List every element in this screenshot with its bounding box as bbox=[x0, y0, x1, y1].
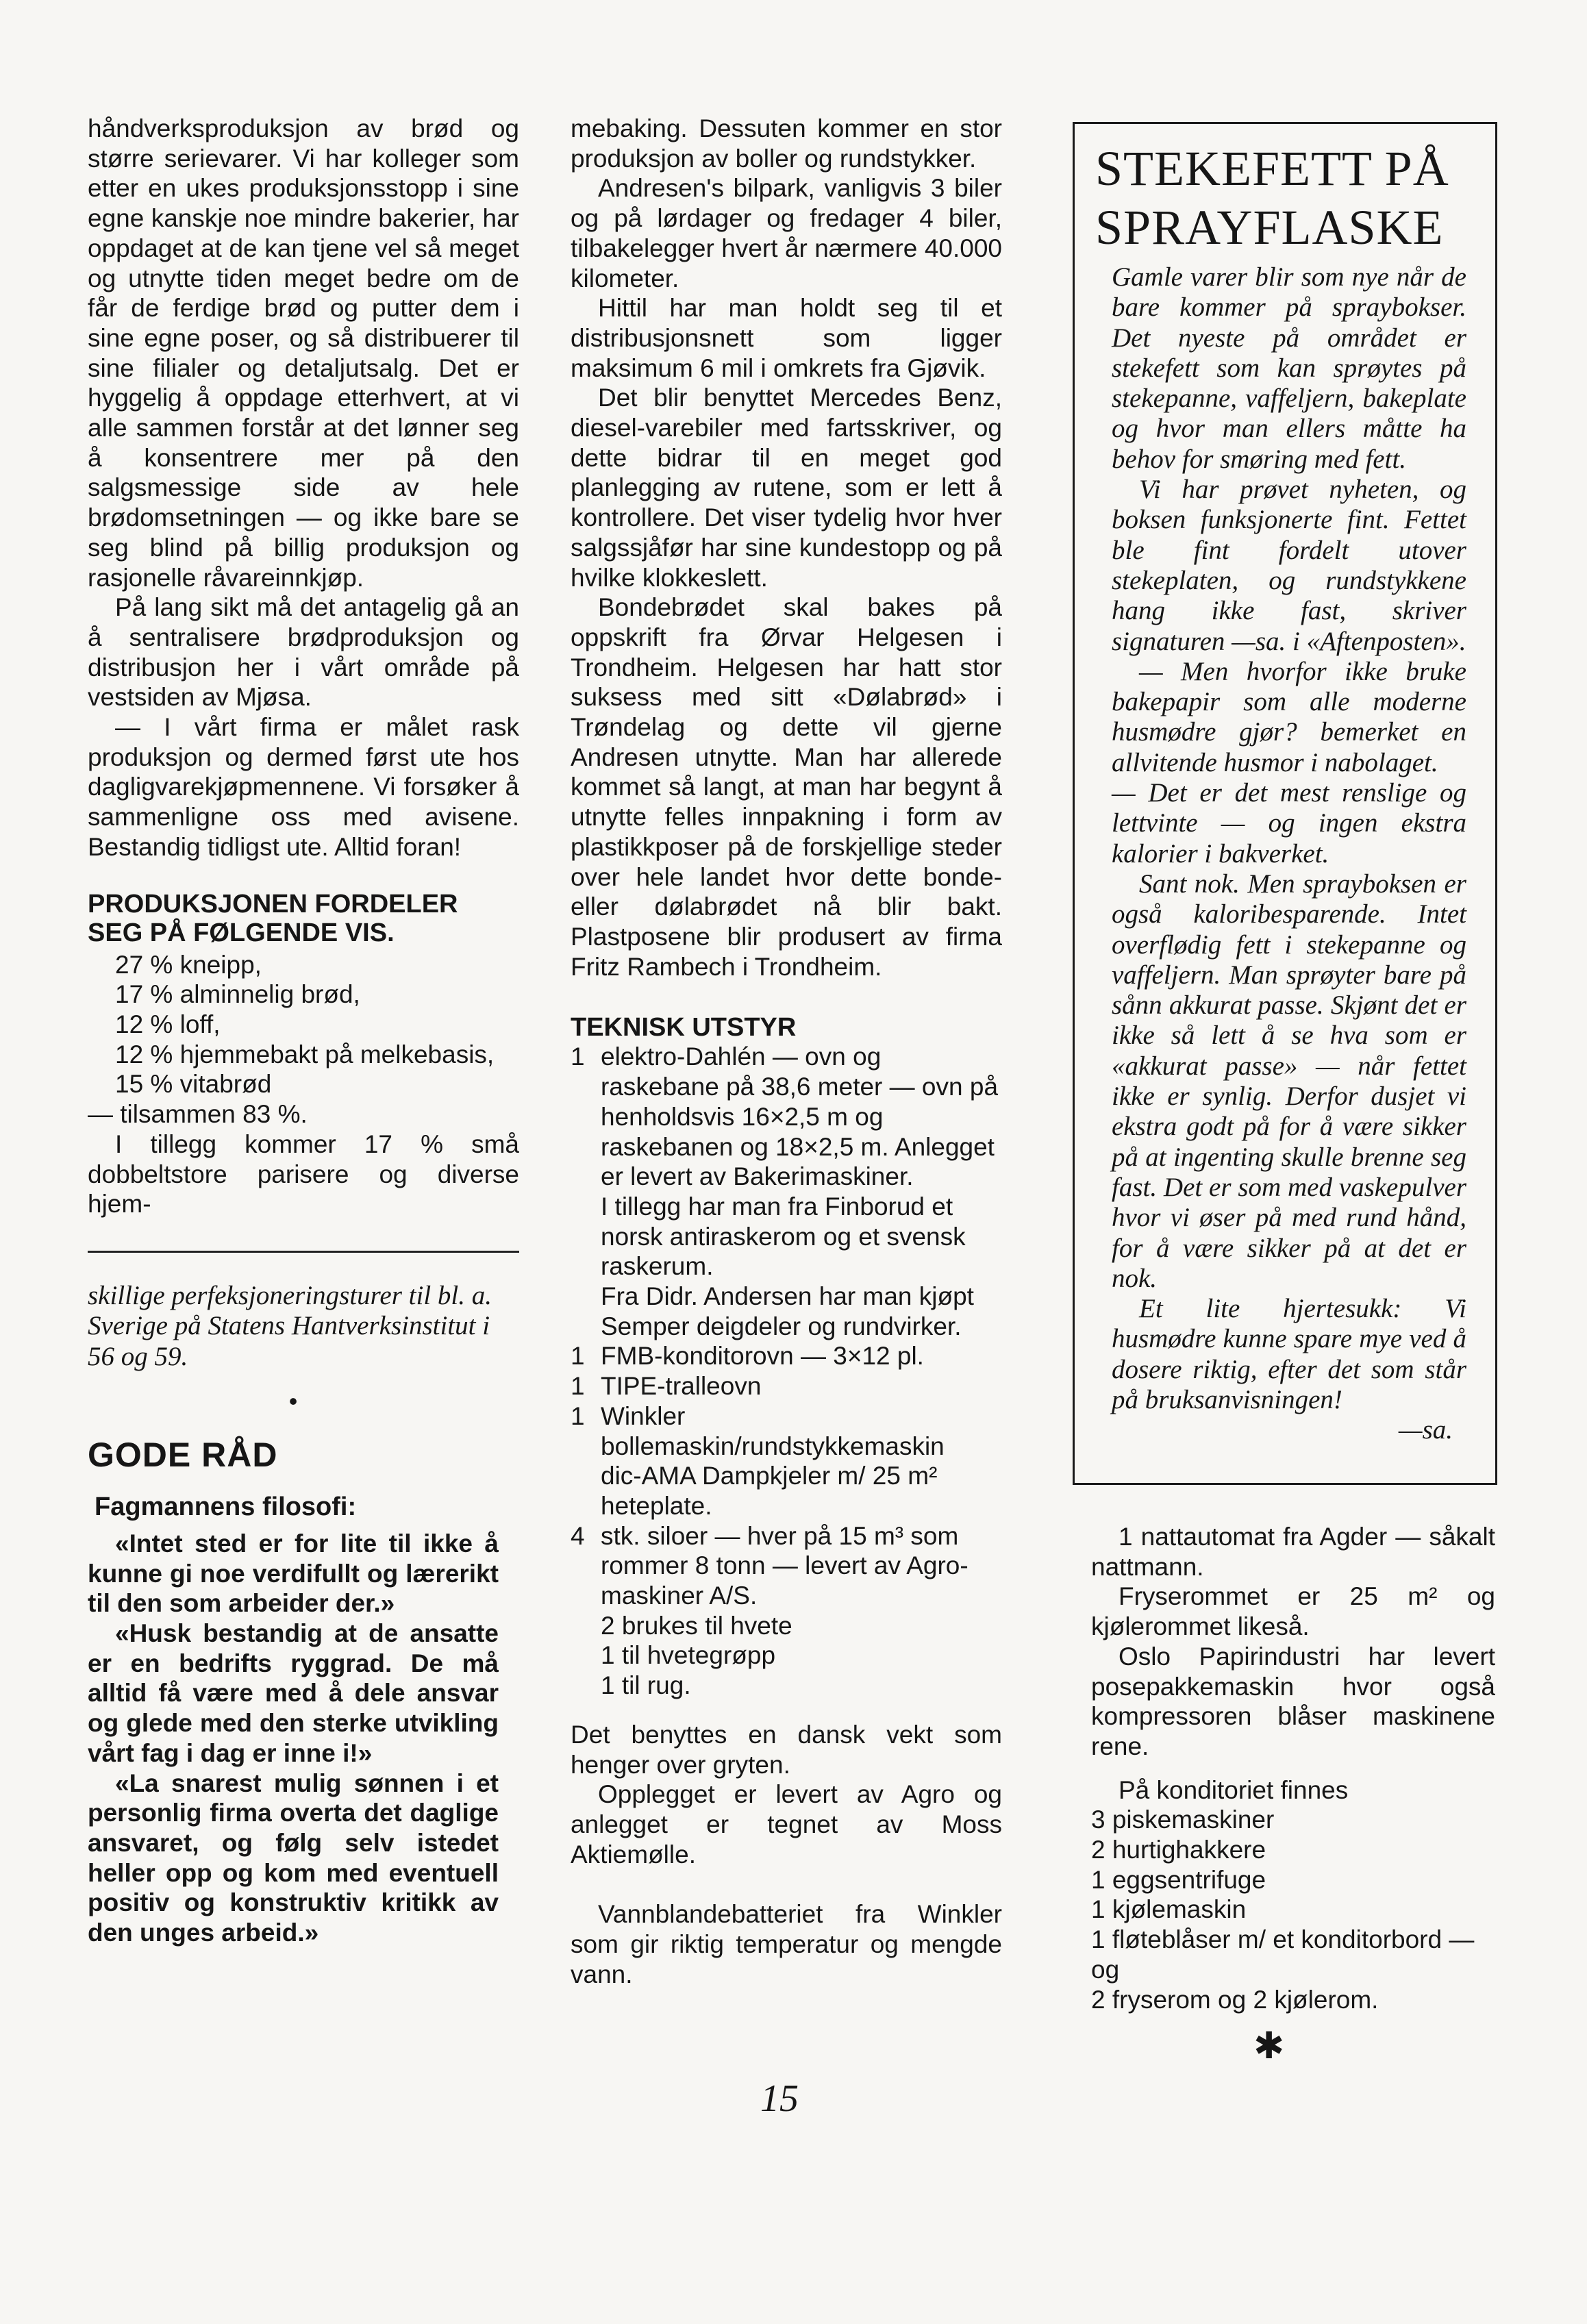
equipment-item bbox=[571, 1521, 1002, 1611]
item-text: FMB-konditorovn — 3×12 pl. bbox=[601, 1342, 924, 1371]
box-title-line: SPRAYFLASKE bbox=[1095, 200, 1444, 255]
list-item: 1 fløteblåser m/ et konditorbord — og bbox=[1091, 1925, 1475, 1984]
col1-paragraph: På lang sikt må det antagelig gå an å sentralisere brødproduksjon og distribusjon her i vårt område på vestsiden av Mjøsa. bbox=[88, 593, 519, 712]
konditori-list bbox=[1091, 1805, 1495, 2014]
item-count bbox=[571, 1461, 601, 1521]
box-body bbox=[1095, 257, 1476, 1446]
equipment-item bbox=[571, 1401, 1002, 1461]
list-item: 17 % alminnelig brød, bbox=[115, 980, 360, 1009]
box-paragraph: Sant nok. Men sprayboksen er også kaloribesparende. Intet overflødig fett i stekepanne og vaffeljern. Man sprøyter bare på sånn akkurat passe. Skjønt det er ikke så lett å se hva som er «akkurat passe» — når fettet ikke er synlig. Derfor dusjet vi ekstra godt på for å være sikker på at ingenting skulle brenne seg fast. Det er som med vaskepulver hvor vi øser på med rund hånd, for å være sikker på at det er nok. bbox=[1112, 869, 1466, 1293]
page-number: 15 bbox=[760, 2077, 799, 2120]
item-count bbox=[571, 1671, 601, 1701]
item-text: elektro-Dahlén — ovn og raskebane på 38,6 meter — ovn på henholdsvis 16×2,5 m og raskebanen og 18×2,5 m. Anlegget er levert av Bakerimaskiner. bbox=[601, 1042, 999, 1191]
list-item: 2 hurtighakkere bbox=[1091, 1836, 1266, 1864]
quotes bbox=[88, 1529, 499, 1948]
quote: «Husk bestandig at de ansatte er en bedrifts ryggrad. De må alltid få være med å dele ansvar og glede med den sterke utvikling vårt fag i dag er inne i!» bbox=[88, 1619, 499, 1767]
col1-paragraph: — I vårt firma er målet rask produksjon og dermed først ute hos dagligvarekjøpmennene. Vi forsøker å sammenligne oss med avisene. Bestandig tidligst ute. Alltid foran! bbox=[88, 713, 519, 861]
list-item: 1 eggsentrifuge bbox=[1091, 1865, 1266, 1894]
item-text: Fra Didr. Andersen har man kjøpt Semper deigdeler og rundvirker. bbox=[601, 1282, 974, 1340]
equipment-list bbox=[571, 1042, 1002, 1700]
item-count: 1 bbox=[571, 1042, 585, 1071]
column-1-lower bbox=[88, 1281, 499, 1948]
production-list bbox=[88, 950, 519, 1100]
bullet: • bbox=[288, 1386, 298, 1415]
column-2 bbox=[571, 114, 1002, 1989]
col2-paragraph: Bondebrødet skal bakes på oppskrift fra Ørvar Helgesen i Trondheim. Helgesen har hatt stor suksess med sitt «Dølabrød» i Trøndelag og dette vil gjerne Andresen utnytte. Man har allerede kommet så langt, at man har begynt å utnytte felles innpakning i form av plastikkposer på de forskjellige steder over hele landet hvor dette bonde- eller dølabrødet nå blir bakt. Plastposene blir produsert av firma Fritz Rambech i Trondheim. bbox=[571, 593, 1002, 981]
equipment-item bbox=[571, 1611, 1002, 1641]
sidebar-article-box bbox=[1073, 122, 1497, 1485]
equipment-item bbox=[571, 1042, 1002, 1192]
column-3 bbox=[1091, 1522, 1495, 2014]
list-item: 1 kjølemaskin bbox=[1091, 1895, 1247, 1924]
gode-rad-title: GODE RÅD bbox=[88, 1435, 278, 1474]
list-item: 2 fryserom og 2 kjølerom. bbox=[1091, 1985, 1379, 2014]
divider-rule bbox=[88, 1251, 519, 1253]
quote: «La snarest mulig sønnen i et personlig firma overta det daglige ansvaret, og følg selv istedet heller opp og kom med eventuell positiv og konstruktiv kritikk av den unges arbeid.» bbox=[88, 1769, 499, 1947]
column-1 bbox=[88, 114, 519, 1219]
box-title-line: STEKEFETT PÅ bbox=[1095, 141, 1449, 196]
end-star-icon: ✱ bbox=[1253, 2025, 1285, 2066]
equipment-item bbox=[571, 1461, 1002, 1521]
col3-paragraph: 1 nattautomat fra Agder — såkalt nattmann. bbox=[1091, 1523, 1495, 1581]
item-count bbox=[571, 1611, 601, 1641]
equipment-heading: TEKNISK UTSTYR bbox=[571, 1013, 797, 1042]
item-count bbox=[571, 1282, 601, 1341]
col2-paragraph: Andresen's bilpark, vanligvis 3 biler og på lørdager og fredager 4 biler, tilbakelegger hvert år nærmere 40.000 kilometer. bbox=[571, 174, 1002, 292]
box-paragraph: — Det er det mest renslige og lettvinte — og ingen ekstra kalorier i bakverket. bbox=[1112, 778, 1466, 869]
col1-paragraph: håndverksproduksjon av brød og større serievarer. Vi har kolleger som etter en ukes produksjonsstopp i sine egne kanskje noe mindre bakerier, har oppdaget at de kan tjene vel så meget og utnytte tiden meget bedre om de får de ferdige brød og putter dem i sine egne poser, og så distribuerer til sine filialer og detaljutsalg. Det er hyggelig å oppdage etterhvert, at vi alle sammen forstår at det lønner seg å konsentrere mer på den salgsmessige side av hele brødomsetningen — og ikke bare se seg blind på billig produksjon og rasjonelle råvareinnkjøp. bbox=[88, 114, 519, 592]
col3-paragraph: På konditoriet finnes bbox=[1119, 1775, 1349, 1804]
item-count: 1 bbox=[571, 1372, 585, 1401]
item-count bbox=[571, 1192, 601, 1282]
item-text: 1 til rug. bbox=[601, 1671, 691, 1700]
item-count bbox=[571, 1640, 601, 1671]
list-item: 3 piskemaskiner bbox=[1091, 1806, 1275, 1834]
col3-paragraph: Fryserommet er 25 m² og kjølerommet likeså. bbox=[1091, 1582, 1495, 1641]
list-item: 12 % hjemmebakt på melkebasis, bbox=[115, 1040, 495, 1069]
equipment-item bbox=[571, 1282, 1002, 1341]
col2-paragraph: Hittil har man holdt seg til et distribusjonsnett som ligger maksimum 6 mil i omkrets fra Gjøvik. bbox=[571, 294, 1002, 382]
equipment-item bbox=[571, 1341, 1002, 1371]
quote: «Intet sted er for lite til ikke å kunne gi noe verdifullt og lærerikt til den som arbeider der.» bbox=[88, 1529, 499, 1618]
item-text: I tillegg har man fra Finborud et norsk antiraskerom og et svensk raskerum. bbox=[601, 1192, 966, 1281]
item-count: 1 bbox=[571, 1401, 585, 1430]
col2-paragraph: Vannblandebatteriet fra Winkler som gir riktig temperatur og mengde vann. bbox=[571, 1900, 1002, 1988]
production-heading: PRODUKSJONEN FORDELER SEG PÅ FØLGENDE VIS. bbox=[88, 889, 458, 947]
item-count: 1 bbox=[571, 1342, 585, 1371]
item-text: dic-AMA Dampkjeler m/ 25 m² heteplate. bbox=[601, 1462, 938, 1520]
list-item: 12 % loff, bbox=[115, 1010, 221, 1038]
list-item: 15 % vitabrød bbox=[115, 1070, 272, 1099]
box-paragraph: — Men hvorfor ikke bruke bakepapir som alle moderne husmødre gjør? bemerket en allvitende husmor i nabolaget. bbox=[1112, 656, 1466, 777]
col2-paragraph: mebaking. Dessuten kommer en stor produksjon av boller og rundstykker. bbox=[571, 114, 1002, 173]
list-item: 27 % kneipp, bbox=[115, 950, 262, 979]
box-paragraph: Vi har prøvet nyheten, og boksen funksjonerte fint. Fettet ble fint fordelt utover stekeplaten, og rundstykkene hang ikke fast, skriver signaturen —sa. i «Aftenposten». bbox=[1112, 475, 1466, 656]
col2-paragraph: Opplegget er levert av Agro og anlegget er tegnet av Moss Aktiemølle. bbox=[571, 1780, 1002, 1869]
item-text: stk. siloer — hver på 15 m³ som rommer 8 tonn — levert av Agro-maskiner A/S. bbox=[601, 1521, 969, 1610]
item-text: TIPE-tralleovn bbox=[601, 1372, 762, 1401]
box-title bbox=[1095, 139, 1476, 257]
item-text: 2 brukes til hvete bbox=[601, 1611, 792, 1640]
equipment-item bbox=[571, 1192, 1002, 1282]
col2-paragraph: Det benyttes en dansk vekt som henger over gryten. bbox=[571, 1720, 1002, 1779]
box-paragraph: Gamle varer blir som nye når de bare kommer på spraybokser. Det nyeste på området er stekefett som kan sprøytes på stekepanne, vaffeljern, bakeplate og hvor man ellers måtte ha behov for smøring med fett. bbox=[1112, 262, 1466, 474]
col2-paragraph: Det blir benyttet Mercedes Benz, diesel-varebiler med fartsskriver, og dette bidrar til en meget god planlegging av rutene, som er lett å kontrollere. Det viser tydelig hvor hver salgssjåfør har sine kundestopp og på hvilke klokkeslett. bbox=[571, 384, 1002, 592]
item-text: Winkler bollemaskin/rundstykkemaskin bbox=[601, 1401, 945, 1460]
col1-paragraph: I tillegg kommer 17 % små dobbeltstore parisere og diverse hjem- bbox=[88, 1129, 519, 1219]
col3-paragraph: Oslo Papirindustri har levert posepakkemaskin hvor også kompressoren blåser maskinene rene. bbox=[1091, 1642, 1495, 1760]
gode-rad-subtitle: Fagmannens filosofi: bbox=[95, 1492, 357, 1521]
box-signature: —sa. bbox=[1398, 1415, 1453, 1445]
production-total: — tilsammen 83 %. bbox=[88, 1100, 308, 1129]
footnote-text: skillige perfeksjoneringsturer til bl. a. Sverige på Statens Hantverksinstitut i 56 og 59. bbox=[88, 1281, 492, 1371]
equipment-item bbox=[571, 1640, 1002, 1671]
equipment-item bbox=[571, 1371, 1002, 1401]
equipment-item bbox=[571, 1671, 1002, 1701]
item-count: 4 bbox=[571, 1521, 585, 1550]
box-paragraph: Et lite hjertesukk: Vi husmødre kunne spare mye ved å dosere riktig, efter det som står på bruksanvisningen! bbox=[1112, 1294, 1466, 1414]
item-text: 1 til hvetegrøpp bbox=[601, 1641, 776, 1670]
